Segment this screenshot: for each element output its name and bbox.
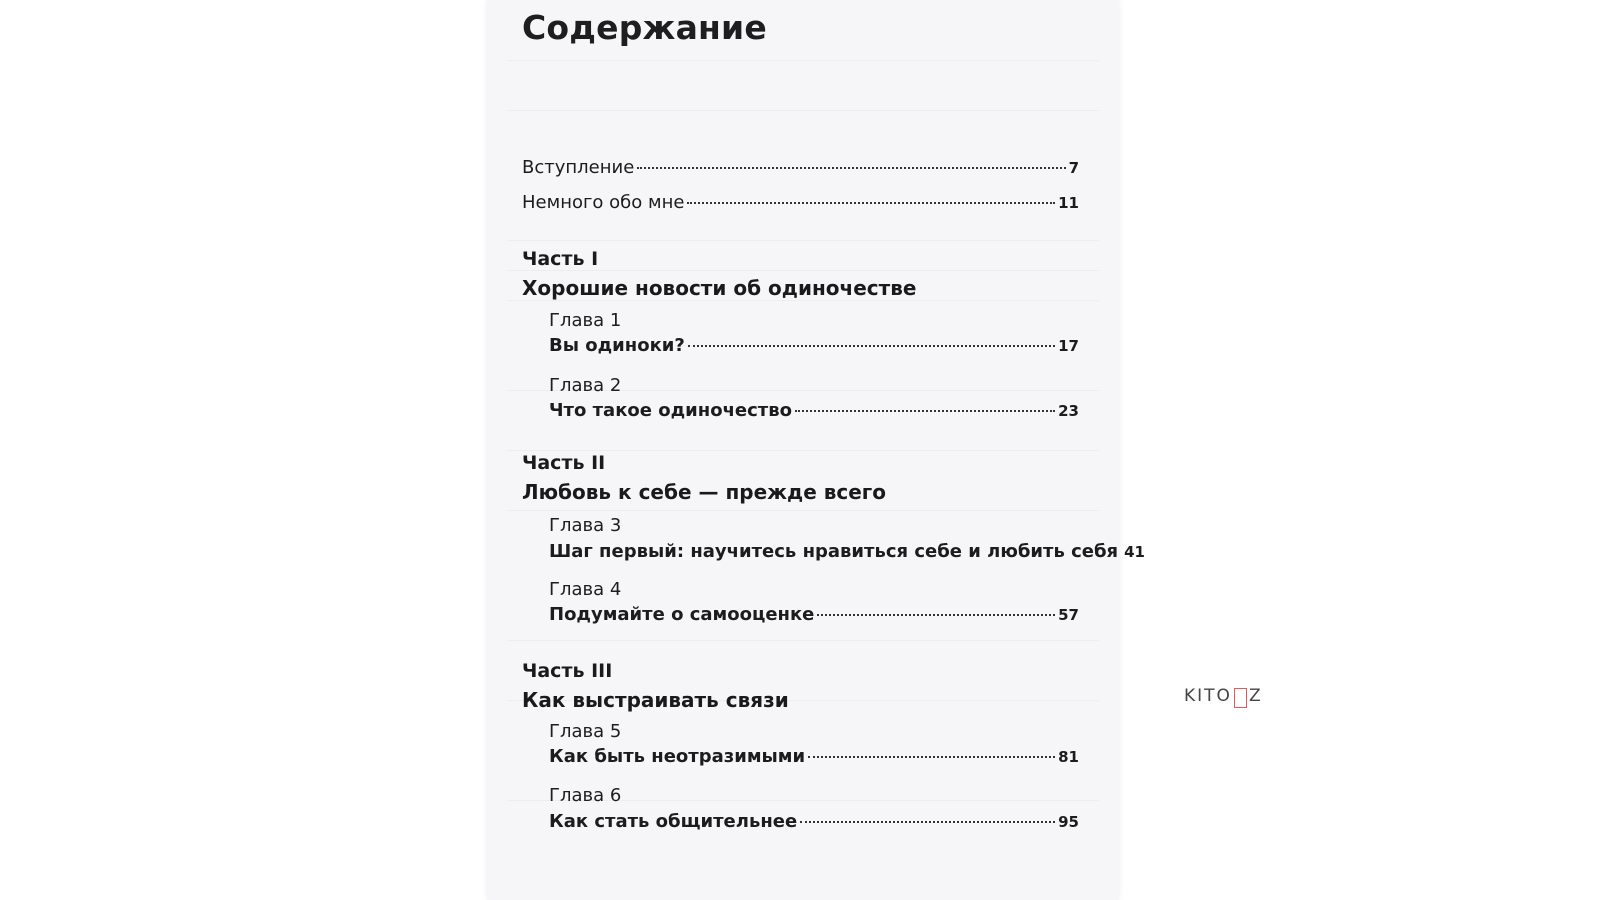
toc-entry-label: Немного обо мне bbox=[522, 192, 685, 213]
toc-page-number: 41 bbox=[1124, 543, 1145, 561]
bleed-line bbox=[507, 240, 1099, 241]
toc-entry-label: Вы одиноки? bbox=[549, 335, 685, 356]
chapter-label: Глава 5 bbox=[549, 721, 622, 742]
site-watermark bbox=[1184, 686, 1263, 706]
dot-leader bbox=[808, 756, 1055, 758]
part-title: Как выстраивать связи bbox=[522, 688, 789, 712]
dot-leader bbox=[688, 345, 1055, 347]
bleed-line bbox=[507, 450, 1099, 451]
toc-page-number: 11 bbox=[1058, 194, 1079, 212]
part-label: Часть II bbox=[522, 452, 606, 474]
part-label: Часть III bbox=[522, 660, 613, 682]
chapter-label: Глава 2 bbox=[549, 375, 622, 396]
toc-entry-label: Подумайте о самооценке bbox=[549, 604, 815, 625]
part-label: Часть I bbox=[522, 248, 599, 270]
page-title: Содержание bbox=[522, 8, 767, 47]
toc-entry-label: Что такое одиночество bbox=[549, 400, 792, 421]
toc-entry-chapter-3[interactable] bbox=[549, 541, 1145, 562]
toc-page-number: 7 bbox=[1068, 159, 1079, 177]
bleed-line bbox=[507, 640, 1099, 641]
toc-entry-introduction[interactable] bbox=[522, 157, 1079, 178]
toc-entry-about-me[interactable] bbox=[522, 192, 1079, 213]
watermark-text-left: KITO bbox=[1184, 686, 1232, 706]
dot-leader bbox=[817, 614, 1055, 616]
dot-leader bbox=[687, 202, 1055, 204]
watermark-logo-icon bbox=[1234, 688, 1247, 708]
chapter-label: Глава 6 bbox=[549, 785, 622, 806]
toc-entry-chapter-5[interactable] bbox=[549, 746, 1079, 767]
toc-entry-label: Шаг первый: научитесь нравиться себе и любить себя bbox=[549, 541, 1119, 562]
dot-leader bbox=[637, 167, 1065, 169]
toc-page-number: 57 bbox=[1058, 606, 1079, 624]
dot-leader bbox=[795, 410, 1055, 412]
chapter-label: Глава 1 bbox=[549, 310, 622, 331]
bleed-line bbox=[507, 270, 1099, 271]
bleed-line bbox=[507, 300, 1099, 301]
toc-entry-label: Вступление bbox=[522, 157, 635, 178]
part-title: Хорошие новости об одиночестве bbox=[522, 276, 917, 300]
toc-page-number: 81 bbox=[1058, 748, 1079, 766]
toc-entry-label: Как быть неотразимыми bbox=[549, 746, 806, 767]
toc-entry-chapter-4[interactable] bbox=[549, 604, 1079, 625]
toc-entry-label: Как стать общительнее bbox=[549, 811, 798, 832]
toc-page-number: 95 bbox=[1058, 813, 1079, 831]
bleed-line bbox=[507, 110, 1099, 111]
part-title: Любовь к себе — прежде всего bbox=[522, 480, 886, 504]
book-page bbox=[487, 0, 1145, 900]
watermark-text-right: Z bbox=[1248, 686, 1263, 706]
bleed-line bbox=[507, 510, 1099, 511]
toc-page-number: 17 bbox=[1058, 337, 1079, 355]
dot-leader bbox=[800, 821, 1055, 823]
chapter-label: Глава 3 bbox=[549, 515, 622, 536]
toc-entry-chapter-6[interactable] bbox=[549, 811, 1079, 832]
bleed-line bbox=[507, 60, 1099, 61]
toc-page-number: 23 bbox=[1058, 402, 1079, 420]
toc-entry-chapter-2[interactable] bbox=[549, 400, 1079, 421]
toc-entry-chapter-1[interactable] bbox=[549, 335, 1079, 356]
chapter-label: Глава 4 bbox=[549, 579, 622, 600]
